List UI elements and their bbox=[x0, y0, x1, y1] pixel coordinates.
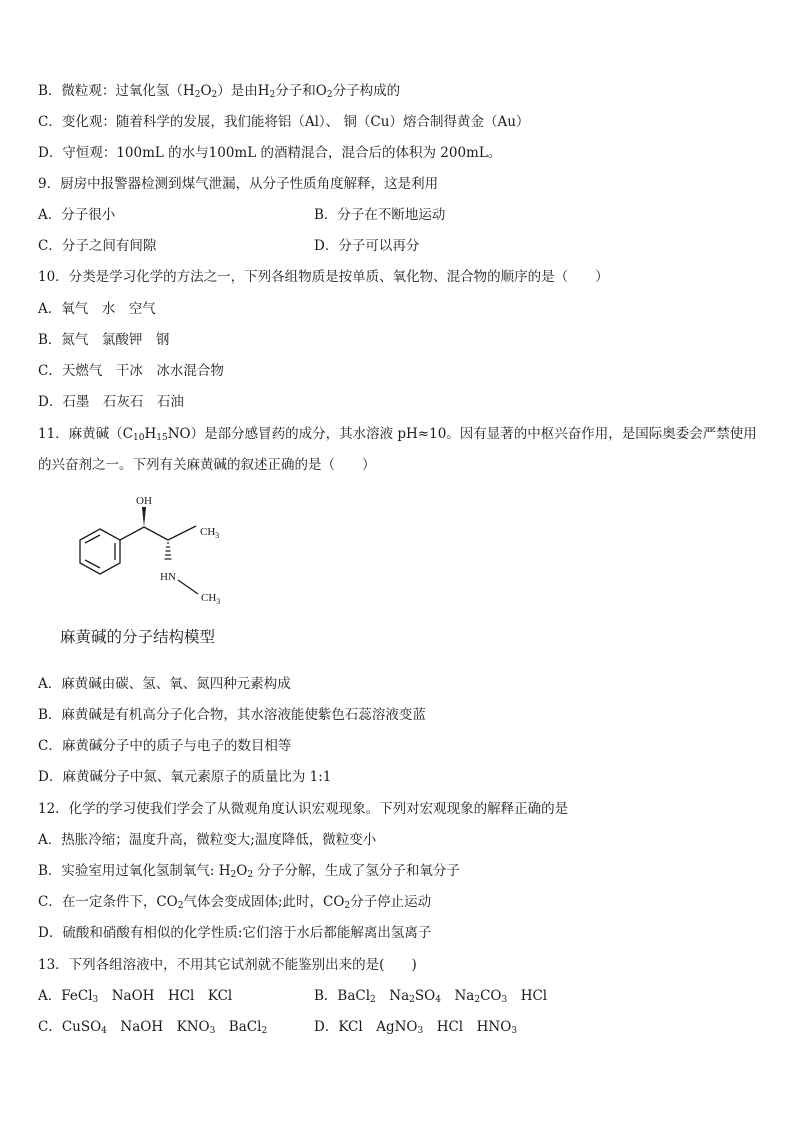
bond-c1-c2 bbox=[144, 527, 168, 540]
q12-option-b: B．实验室用过氧化氢制氧气: $H_2O_2$ 分子分解，生成了氢分子和氧分子 bbox=[38, 863, 460, 880]
q13-option-a: A．FeCl$_3$ NaOH HCl KCl bbox=[38, 988, 233, 1005]
q12-option-a: A．热胀冷缩；温度升高，微粒变大;温度降低，微粒变小 bbox=[38, 832, 377, 848]
q9-option-d: D．分子可以再分 bbox=[314, 238, 420, 254]
q13-option-b: B．BaCl$_2$ $Na_2SO_4$ $Na_2CO_3$ HCl bbox=[314, 988, 548, 1005]
q9-option-b: B．分子在不断地运动 bbox=[314, 207, 446, 223]
bond-ring-c1 bbox=[120, 527, 144, 540]
q10-option-d: D．石墨 石灰石 石油 bbox=[38, 394, 184, 410]
q12-option-d: D．硫酸和硝酸有相似的化学性质:它们溶于水后都能解离出氢离子 bbox=[38, 925, 432, 941]
q11-option-c: C．麻黄碱分子中的质子与电子的数目相等 bbox=[38, 738, 292, 754]
hn-label: HN bbox=[160, 571, 176, 583]
ephedrine-structure-diagram bbox=[40, 490, 240, 610]
q9-option-c: C．分子之间有间隙 bbox=[38, 238, 157, 254]
q10-option-b: B．氮气 氯酸钾 钢 bbox=[38, 332, 170, 348]
q13-stem: 13．下列各组溶液中，不用其它试剂就不能鉴别出来的是( ) bbox=[38, 957, 417, 973]
q11-option-d: D．麻黄碱分子中氮、氧元素原子的质量比为 1:1 bbox=[38, 769, 332, 785]
bond-c2-ch3 bbox=[168, 526, 196, 540]
bond-n-ch3 bbox=[178, 580, 198, 594]
q10-option-a: A．氧气 水 空气 bbox=[38, 301, 156, 317]
dashed-bond-n bbox=[165, 543, 172, 559]
q9-stem: 9．厨房中报警器检测到煤气泄漏，从分子性质角度解释，这是利用 bbox=[38, 176, 439, 192]
q8-option-c: C．变化观：随着科学的发展，我们能将铝（Al）、 铜（Cu）熔合制得黄金（Au） bbox=[38, 114, 530, 130]
q13-option-d: D．KCl AgNO$_3$ HCl $HNO_3$ bbox=[314, 1019, 518, 1036]
q10-option-c: C．天燃气 干冰 冰水混合物 bbox=[38, 363, 224, 379]
molecule-caption: 麻黄碱的分子结构模型 bbox=[60, 628, 216, 646]
oh-label: OH bbox=[136, 495, 152, 507]
ch3-top-label: $CH_3$ bbox=[200, 526, 220, 540]
q11-option-b: B．麻黄碱是有机高分子化合物，其水溶液能使紫色石蕊溶液变蓝 bbox=[38, 707, 426, 723]
q11-stem-line1: 11．麻黄碱$(C_{10}H_{15}NO)$是部分感冒药的成分，其水溶液 pH≈10。因有显著的中枢兴奋作用，是国际奥委会严禁使用 bbox=[38, 426, 757, 443]
benzene-ring bbox=[80, 529, 120, 574]
q12-stem: 12．化学的学习使我们学会了从微观角度认识宏观现象。下列对宏观现象的解释正确的是 bbox=[38, 801, 569, 817]
q9-option-a: A．分子很小 bbox=[38, 207, 116, 223]
q8-option-b: B．微粒观：过氧化氢$(H_2O_2)$是由$H_2$分子和$O_2$分子构成的 bbox=[38, 83, 401, 100]
q11-stem-line2: 的兴奋剂之一。下列有关麻黄碱的叙述正确的是（ ） bbox=[38, 457, 376, 473]
q12-option-c: C．在一定条件下，$CO_2$气体会变成固体;此时，$CO_2$分子停止运动 bbox=[38, 894, 432, 911]
q11-option-a: A．麻黄碱由碳、氢、氧、氮四种元素构成 bbox=[38, 676, 291, 692]
q10-stem: 10．分类是学习化学的方法之一，下列各组物质是按单质、氧化物、混合物的顺序的是（ ） bbox=[38, 269, 609, 285]
q8-option-d: D．守恒观：100mL 的水与100mL 的酒精混合，混合后的体积为 200mL。 bbox=[38, 145, 502, 161]
q13-option-c: C．CuSO$_4$ NaOH $KNO_3$ BaCl$_2$ bbox=[38, 1019, 268, 1036]
ch3-bottom-label: $CH_3$ bbox=[201, 592, 221, 606]
wedge-bond-oh bbox=[142, 507, 146, 527]
